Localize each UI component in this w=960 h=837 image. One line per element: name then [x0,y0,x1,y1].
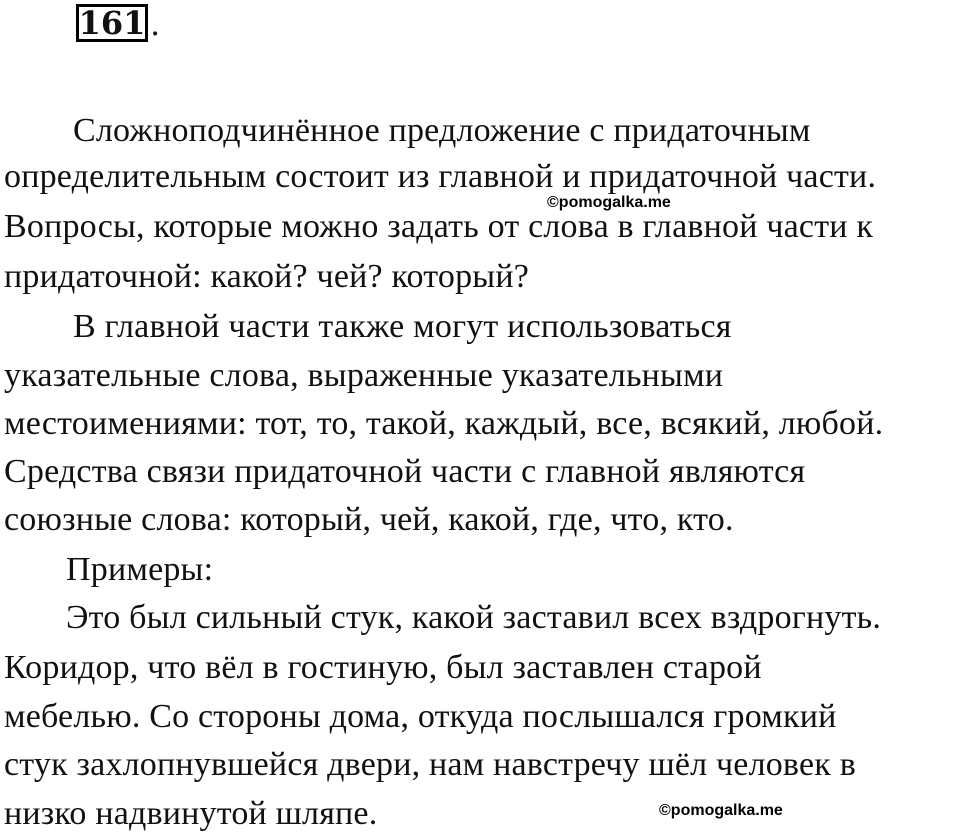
text-line: стук захлопнувшейся двери, нам навстречу шёл человек в [4,746,856,783]
text-line: указательные слова, выраженные указательными [4,357,724,394]
watermark-bottom: ©pomogalka.me [659,802,783,819]
text-line: низко надвинутой шляпе. [4,795,378,832]
text-line: придаточной: какой? чей? который? [4,258,530,295]
text-line: союзные слова: который, чей, какой, где, что, кто. [4,501,734,538]
exercise-number: 161 [76,4,148,42]
text-line: В главной части также могут использоваться [73,308,732,345]
text-line: определительным состоит из главной и придаточной части. [4,158,877,195]
text-line: мебелью. Со стороны дома, откуда послышался громкий [4,698,837,735]
text-line: Коридор, что вёл в гостиную, был заставлен старой [4,649,762,686]
text-line: Это был сильный стук, какой заставил всех вздрогнуть. [66,599,882,636]
text-line: Средства связи придаточной части с главной являются [4,453,806,490]
watermark-top: ©pomogalka.me [547,194,671,211]
text-line: местоимениями: тот, то, такой, каждый, все, всякий, любой. [4,405,884,442]
text-line: Примеры: [66,551,214,588]
text-line: Сложноподчинённое предложение с придаточным [73,112,811,149]
text-line: Вопросы, которые можно задать от слова в главной части к [4,208,874,245]
exercise-number-dot: . [150,5,161,43]
